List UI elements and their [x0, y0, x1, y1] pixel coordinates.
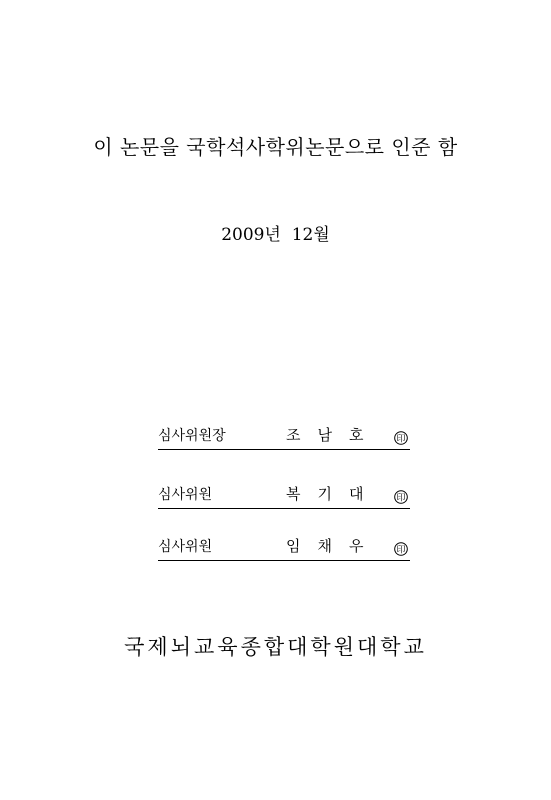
- committee-role: 심사위원: [158, 487, 213, 503]
- committee-member-chair: [158, 424, 410, 450]
- svg-text:印: 印: [396, 545, 406, 556]
- approval-statement: 이 논문을 국학석사학위논문으로 인준 함: [93, 135, 458, 159]
- committee-list: [158, 424, 410, 561]
- committee-role: 심사위원장: [158, 428, 226, 444]
- committee-member-name: 복기대: [286, 485, 381, 503]
- seal-stamp-icon: [394, 542, 408, 556]
- committee-member-2: [158, 535, 410, 561]
- committee-member-name: 임채우: [286, 537, 381, 555]
- seal-stamp-icon: [394, 431, 408, 445]
- committee-member-1: [158, 483, 410, 509]
- committee-role: 심사위원: [158, 539, 213, 555]
- seal-stamp-icon: [394, 490, 408, 504]
- approval-date: 2009년 12월: [221, 225, 330, 245]
- university-name: 국제뇌교육종합대학원대학교: [124, 635, 427, 659]
- committee-member-name: 조남호: [286, 426, 381, 444]
- svg-text:印: 印: [396, 434, 406, 445]
- svg-text:印: 印: [396, 493, 406, 504]
